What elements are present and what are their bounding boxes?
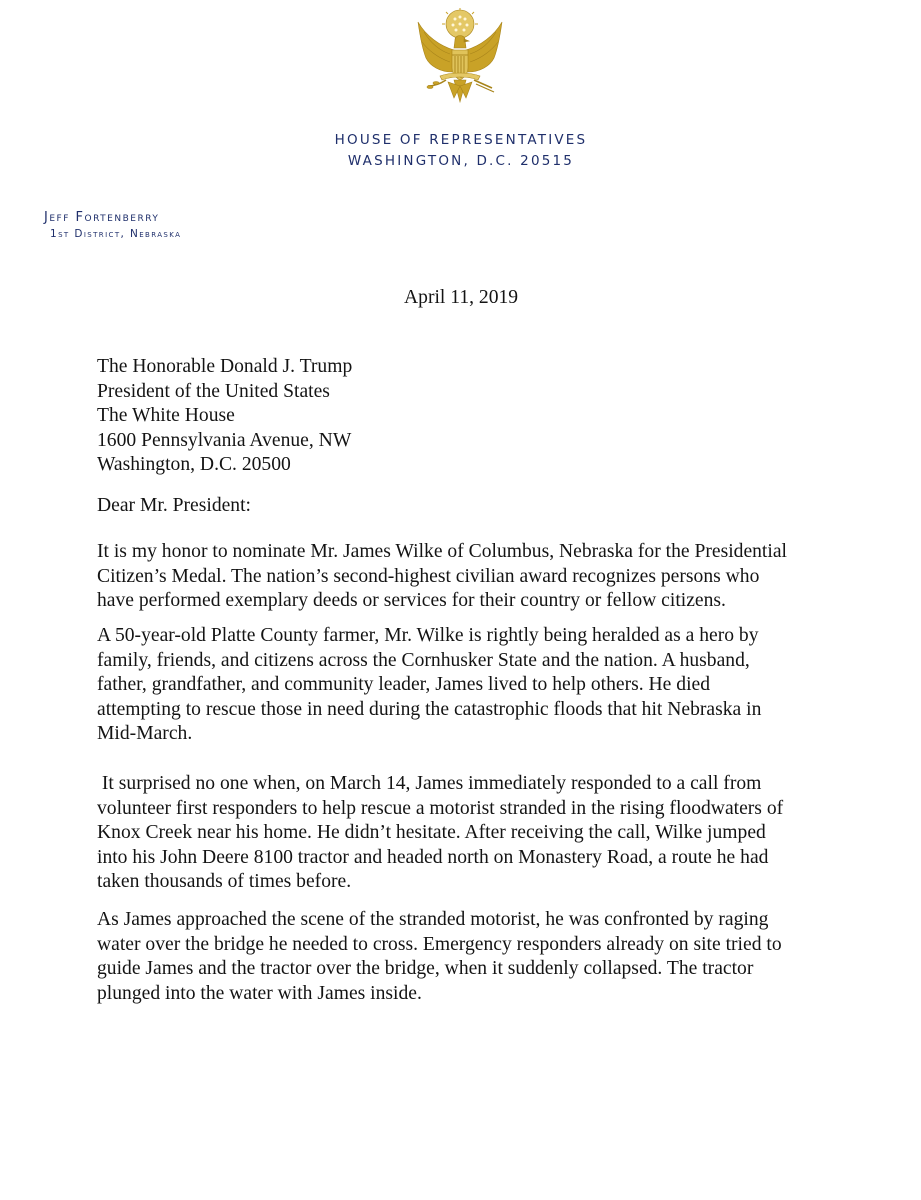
recipient-line: The White House (97, 405, 235, 426)
paragraph-line: Knox Creek near his home. He didn’t hesitate. After receiving the call, Wilke jumped (97, 822, 766, 843)
paragraph-line: have performed exemplary deeds or services for their country or fellow citizens. (97, 590, 726, 611)
paragraph-line: father, grandfather, and community leader, James lived to help others. He died (97, 674, 711, 695)
paragraph-line: As James approached the scene of the stranded motorist, he was confronted by raging (97, 909, 769, 930)
body-paragraph-4 (97, 908, 867, 1006)
member-name: Jeff Fortenberry (44, 210, 160, 225)
recipient-line: The Honorable Donald J. Trump (97, 356, 353, 377)
great-seal-eagle-icon (410, 6, 510, 118)
recipient-line: Washington, D.C. 20500 (97, 454, 291, 475)
paragraph-line: Mid-March. (97, 723, 193, 744)
paragraph-line: family, friends, and citizens across the Cornhusker State and the nation. A husband, (97, 649, 750, 671)
body-paragraph-3 (97, 772, 867, 895)
body-paragraph-2 (97, 624, 867, 747)
letter-date: April 11, 2019 (404, 287, 519, 308)
paragraph-line: It is my honor to nominate Mr. James Wilke of Columbus, Nebraska for the Presidential (97, 541, 787, 562)
body-paragraph-1 (97, 540, 867, 614)
paragraph-line: guide James and the tractor over the bridge, when it suddenly collapsed. The tractor (97, 958, 754, 979)
paragraph-line: Citizen’s Medal. The nation’s second-highest civilian award recognizes persons who (97, 565, 760, 587)
letterhead-address: WASHINGTON, D.C. 20515 (347, 153, 575, 169)
paragraph-line: water over the bridge he needed to cross. Emergency responders already on site tried to (97, 933, 782, 955)
recipient-line: 1600 Pennsylvania Avenue, NW (97, 429, 352, 451)
paragraph-line: volunteer first responders to help rescue a motorist stranded in the rising floodwaters of (97, 797, 784, 819)
paragraph-line: plunged into the water with James inside. (97, 982, 422, 1004)
paragraph-line: It surprised no one when, on March 14, James immediately responded to a call from (97, 773, 762, 794)
paragraph-line: into his John Deere 8100 tractor and headed north on Monastery Road, a route he had (97, 846, 769, 868)
letterhead-house-title: HOUSE OF REPRESENTATIVES (334, 132, 588, 148)
paragraph-line: attempting to rescue those in need during the catastrophic floods that hit Nebraska in (97, 698, 762, 720)
paragraph-line: taken thousands of times before. (97, 871, 352, 892)
recipient-address (97, 355, 352, 478)
recipient-line: President of the United States (97, 380, 330, 402)
paragraph-line: A 50-year-old Platte County farmer, Mr. Wilke is rightly being heralded as a hero by (97, 625, 759, 646)
salutation: Dear Mr. President: (97, 495, 251, 516)
member-district: 1st District, Nebraska (50, 228, 182, 240)
